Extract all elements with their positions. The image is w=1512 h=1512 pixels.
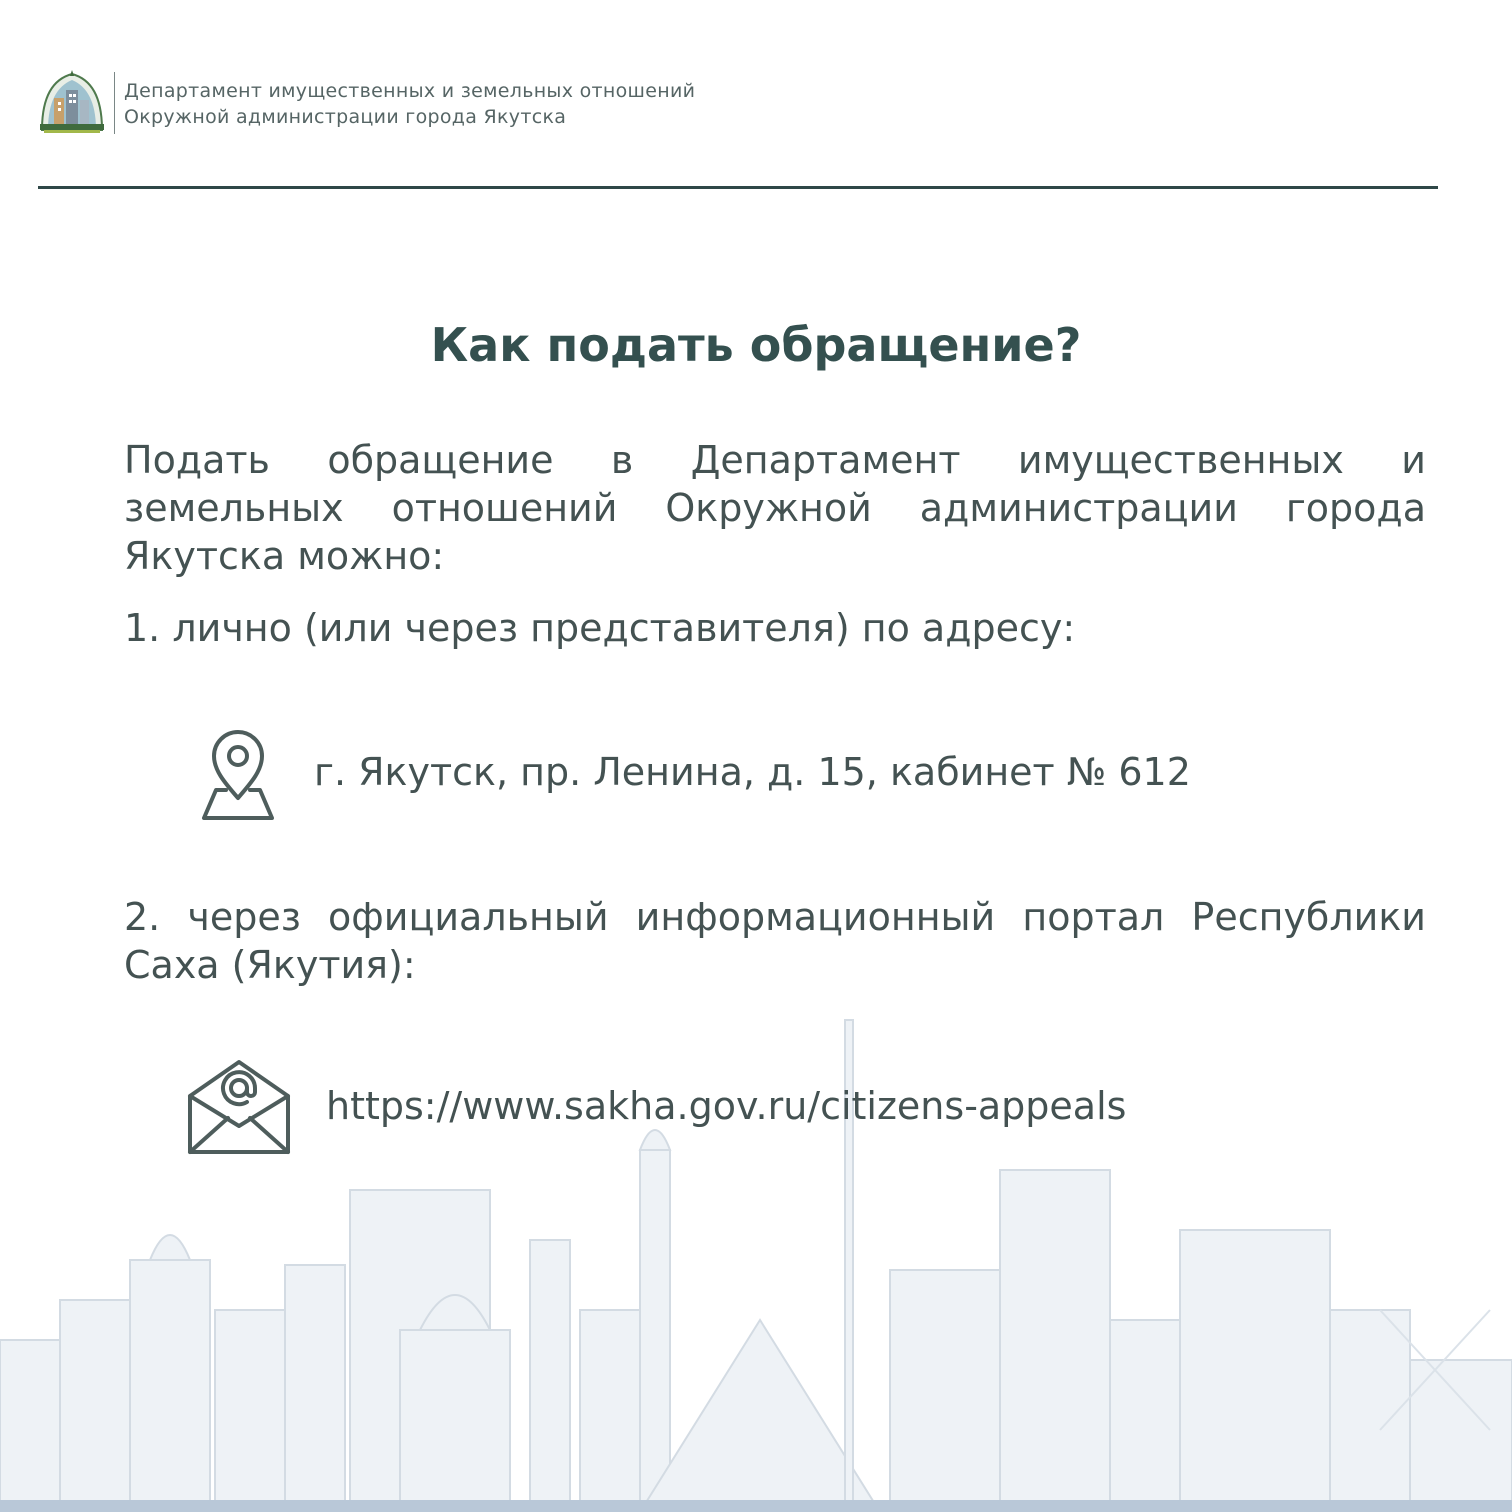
map-pin-icon xyxy=(196,726,280,822)
intro-paragraph: Подать обращение в Департамент имущественных и земельных отношений Окружной администрации города Якутска можно: xyxy=(124,438,1426,578)
header xyxy=(38,68,758,140)
page-title: Как подать обращение? xyxy=(430,318,1082,372)
envelope-at-icon xyxy=(186,1058,292,1156)
emblem-logo xyxy=(38,68,106,136)
header-divider xyxy=(114,72,115,134)
office-address: г. Якутск, пр. Ленина, д. 15, кабинет № 612 xyxy=(314,750,1191,794)
option-in-person-label: 1. лично (или через представителя) по адресу: xyxy=(124,606,1076,650)
portal-link[interactable]: https://www.sakha.gov.ru/citizens-appeals xyxy=(326,1084,1127,1128)
option-portal-label: 2. через официальный информационный портал Республики Саха (Якутия): xyxy=(124,895,1426,987)
org-name-line1: Департамент имущественных и земельных отношений xyxy=(124,80,696,102)
org-name-line2: Окружной администрации города Якутска xyxy=(124,106,567,128)
header-rule xyxy=(38,186,1438,189)
